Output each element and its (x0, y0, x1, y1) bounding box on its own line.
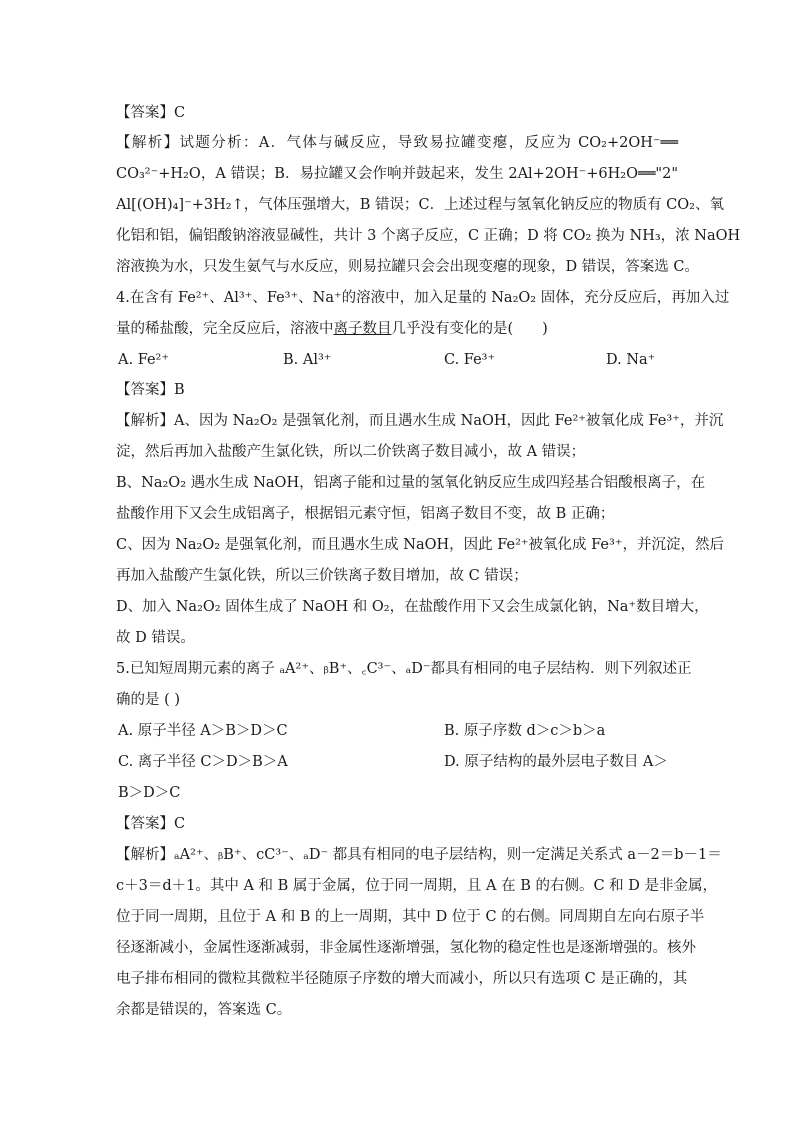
question-4-stem-line2 (116, 319, 678, 341)
answer-label: 【答案】C (116, 105, 186, 121)
explanation-line: D、加入 Na₂O₂ 固体生成了 NaOH 和 O₂，在盐酸作用下又会生成氯化钠，Na⁺数目增大， (116, 599, 709, 615)
answer-label: 【答案】C (116, 816, 186, 832)
question-4-stem: 4.在含有 Fe²⁺、Al³⁺、Fe³⁺、Na⁺的溶液中，加入足量的 Na₂O₂ 固体，充分反应后，再加入过 (116, 290, 730, 306)
explanation-line: 再加入盐酸产生氯化铁，所以三价铁离子数目增加，故 C 错误； (116, 568, 528, 584)
explanation-line: 【解析】ₐA²⁺、ᵦB⁺、cC³⁻、ₐD⁻ 都具有相同的电子层结构，则一定满足关系式 a－2＝b－1＝ (116, 847, 722, 863)
explanation-line: 余都是错误的，答案选 C。 (116, 1002, 292, 1018)
explanation-line: c＋3＝d＋1。其中 A 和 B 属于金属，位于同一周期，且 A 在 B 的右侧。C 和 D 是非金属， (116, 878, 718, 894)
explanation-line: 淀，然后再加入盐酸产生氯化铁，所以二价铁离子数目减小，故 A 错误； (116, 444, 586, 460)
question-5-stem: 5.已知短周期元素的离子 ₐA²⁺、ᵦB⁺、꜀C³⁻、ₐD⁻都具有相同的电子层结构．则下列叙述正 (116, 661, 692, 677)
q5-option-b: B. 原子序数 d＞c＞b＞a (444, 723, 606, 739)
explanation-line: 溶液换为水，只发生氨气与水反应，则易拉罐只会会出现变瘪的现象，D 错误，答案选 C。 (116, 259, 699, 275)
q5-option-a: A. 原子半径 A＞B＞D＞C (118, 723, 288, 739)
explanation-line: 【解析】试题分析：A．气体与碱反应，导致易拉罐变瘪，反应为 CO₂+2OH⁻══ (116, 135, 678, 151)
answer-label: 【答案】B (116, 382, 185, 398)
q4-stem-text: 几乎没有变化的是( ) (391, 321, 548, 337)
q4-option-b: B. Al³⁺ (283, 352, 332, 368)
explanation-line: B、Na₂O₂ 遇水生成 NaOH，铝离子能和过量的氢氧化钠反应生成四羟基合铝酸根离子，在 (116, 475, 706, 491)
explanation-line: 径逐渐减小，金属性逐渐减弱，非金属性逐渐增强，氢化物的稳定性也是逐渐增强的。核外 (116, 940, 696, 956)
q4-option-d: D. Na⁺ (606, 352, 656, 368)
question-5-stem-line2: 确的是 ( ) (116, 692, 181, 708)
explanation-line: CO₃²⁻+H₂O，A 错误；B．易拉罐又会作响并鼓起来，发生 2Al+2OH⁻+6H₂O══"2" (116, 166, 678, 182)
explanation-line: 化铝和铝，偏铝酸钠溶液显碱性，共计 3 个离子反应，C 正确；D 将 CO₂ 换为 NH₃，浓 NaOH (116, 228, 741, 244)
q4-option-c: C. Fe³⁺ (444, 352, 496, 368)
explanation-line: Al[(OH)₄]⁻+3H₂↑，气体压强增大，B 错误；C．上述过程与氢氧化钠反应的物质有 CO₂、氧 (116, 197, 724, 213)
q4-option-a: A. Fe²⁺ (118, 352, 170, 368)
explanation-line: 盐酸作用下又会生成铝离子，根据铝元素守恒，铝离子数目不变，故 B 正确； (116, 506, 615, 522)
explanation-line: C、因为 Na₂O₂ 是强氧化剂，而且遇水生成 NaOH，因此 Fe²⁺被氧化成 Fe³⁺，并沉淀，然后 (116, 537, 724, 553)
explanation-line: 【解析】A、因为 Na₂O₂ 是强氧化剂，而且遇水生成 NaOH，因此 Fe²⁺被氧化成 Fe³⁺，并沉 (116, 413, 724, 429)
explanation-line: 位于同一周期，且位于 A 和 B 的上一周期，其中 D 位于 C 的右侧。同周期自左向右原子半 (116, 909, 705, 925)
q4-stem-text: 量的稀盐酸，完全反应后，溶液中 (116, 321, 334, 337)
q5-option-c: C. 离子半径 C＞D＞B＞A (118, 754, 288, 770)
q5-option-d-continued: B＞D＞C (118, 785, 181, 801)
explanation-line: 故 D 错误。 (116, 630, 195, 646)
q5-option-d: D. 原子结构的最外层电子数目 A＞ (444, 754, 668, 770)
explanation-line: 电子排布相同的微粒其微粒半径随原子序数的增大而减小，所以只有选项 C 是正确的，其 (116, 971, 688, 987)
q4-underlined-text: 离子数目 (333, 321, 392, 337)
